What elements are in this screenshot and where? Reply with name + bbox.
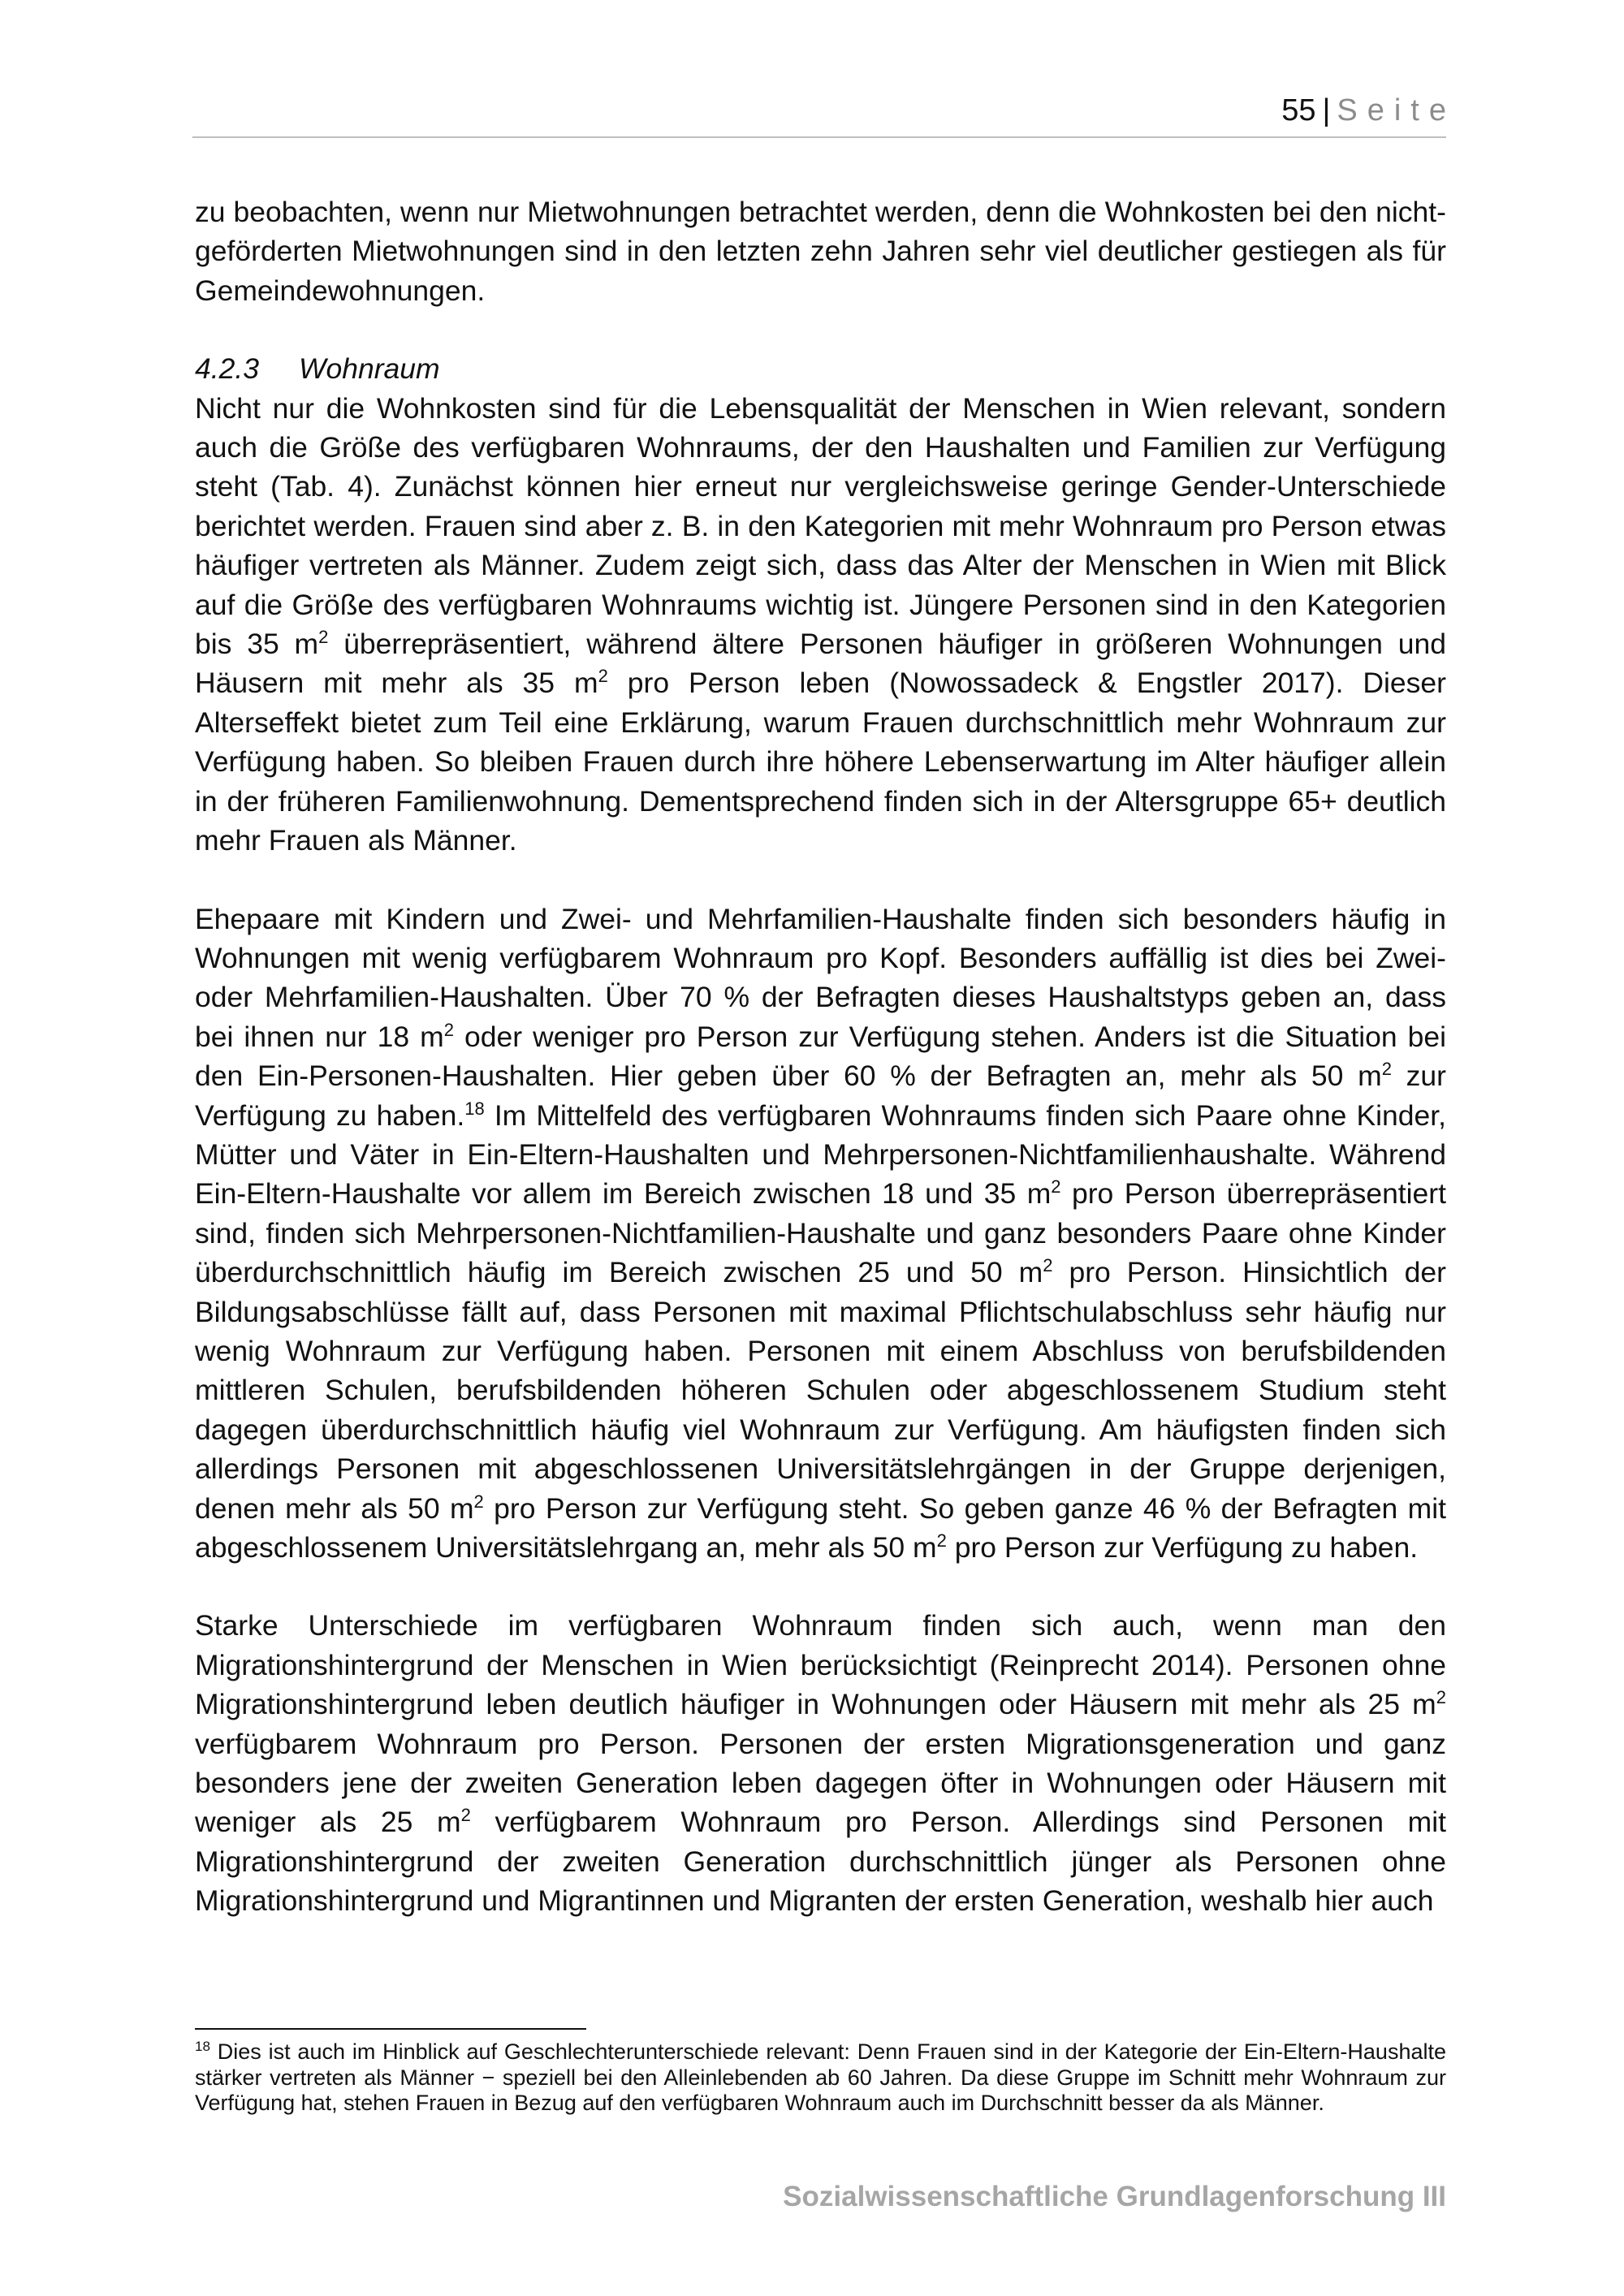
body-text <box>195 192 1446 1921</box>
superscript: 2 <box>443 1019 454 1040</box>
superscript: 2 <box>1043 1255 1053 1276</box>
superscript: 2 <box>1051 1176 1061 1198</box>
superscript: 2 <box>598 666 608 687</box>
section-number: 4.2.3 <box>195 352 259 386</box>
section-heading <box>195 349 1446 388</box>
page-label: Seite <box>1337 93 1456 127</box>
text-run: Im Mittelfeld des verfügbaren Wohnraums finden sich Paare ohne Kinder, Mütter und Väter in Ein-Eltern-Haushalten und Mehrpersonen-Nichtfamilienhaushalte. Während Ein-Eltern-Haushalte vor allem im Bereich zwischen 18 und 35 m <box>195 1098 1446 1211</box>
superscript: 2 <box>1381 1059 1392 1080</box>
superscript: 2 <box>936 1530 947 1552</box>
footnote-divider <box>195 2028 586 2030</box>
text-run: verfügbarem Wohnraum pro Person. Allerdings sind Personen mit Migrationshintergrund der zweiten Generation durchschnittlich jünger als Personen ohne Migrationshintergrund und Migrantinnen und Migranten der ersten Generation, weshalb hier auch <box>195 1806 1446 1918</box>
page-number: 55 <box>1281 93 1316 127</box>
paragraph-migration <box>195 1606 1446 1920</box>
footnote-reference[interactable]: 18 <box>464 1098 485 1119</box>
text-run: pro Person zur Verfügung zu haben. <box>946 1531 1419 1564</box>
superscript: 2 <box>460 1805 471 1826</box>
footnote-text: Dies ist auch im Hinblick auf Geschlechterunterschiede relevant: Denn Frauen sind in der Kategorie der Ein-Eltern-Haushalte stärker vertreten als Männer − speziell bei den Alleinlebenden ab 60 Jahren. Da diese Gruppe im Schnitt mehr Wohnraum zur Verfügung hat, stehen Frauen in Bezug auf den verfügbaren Wohnraum auch im Durchschnitt besser da als Männer. <box>195 2039 1446 2115</box>
text-run: pro Person. Hinsichtlich der Bildungsabschlüsse fällt auf, dass Personen mit maximal Pflichtschulabschluss sehr häufig nur wenig Wohnraum zur Verfügung haben. Personen mit einem Abschluss von berufsbildenden mittleren Schulen, berufsbildenden höheren Schulen oder abgeschlossenem Studium steht dagegen überdurchschnittlich häufig viel Wohnraum zur Verfügung. Am häufigsten finden sich allerdings Personen mit abgeschlossenen Universitätslehrgängen in der Gruppe derjenigen, denen mehr als 50 m <box>195 1256 1446 1525</box>
text-run: Nicht nur die Wohnkosten sind für die Lebensqualität der Menschen in Wien relevant, sondern auch die Größe des verfügbaren Wohnraums, der den Haushalten und Familien zur Verfügung steht (Tab. 4). Zunächst können hier erneut nur vergleichsweise geringe Gender-Unterschiede berichtet werden. Frauen sind aber z. B. in den Kategorien mit mehr Wohnraum pro Person etwas häufiger vertreten als Männer. Zudem zeigt sich, dass das Alter der Menschen in Wien mit Blick auf die Größe des verfügbaren Wohnraums wichtig ist. Jüngere Personen sind in den Kategorien bis 35 m <box>195 391 1446 661</box>
text-run: pro Person überrepräsentiert sind, finden sich Mehrpersonen-Nichtfamilien-Haushalte und ganz besonders Paare ohne Kinder überdurchschnittlich häufig im Bereich zwischen 25 und 50 m <box>195 1177 1446 1289</box>
superscript: 2 <box>1436 1687 1446 1708</box>
text-run: zur Verfügung zu haben. <box>195 1060 1446 1132</box>
text-run: verfügbarem Wohnraum pro Person. Personen der ersten Migrationsgeneration und ganz besonders jene der zweiten Generation leben dagegen öfter in Wohnungen oder Häusern mit weniger als 25 m <box>195 1727 1446 1839</box>
page-footer: Sozialwissenschaftliche Grundlagenforschung III <box>783 2181 1446 2212</box>
section-title: Wohnraum <box>299 352 440 386</box>
superscript: 2 <box>473 1491 484 1512</box>
text-run: pro Person leben (Nowossadeck & Engstler 2017). Dieser Alterseffekt bietet zum Teil eine Erklärung, warum Frauen durchschnittlich mehr Wohnraum zur Verfügung haben. So bleiben Frauen durch ihre höhere Lebenserwartung im Alter häufiger allein in der früheren Familienwohnung. Dementsprechend finden sich in der Altersgruppe 65+ deutlich mehr Frauen als Männer. <box>195 667 1446 857</box>
header-separator: | <box>1322 93 1331 127</box>
text-run: pro Person zur Verfügung steht. So geben ganze 46 % der Befragten mit abgeschlossenem Universitätslehrgang an, mehr als 50 m <box>195 1491 1446 1564</box>
text-run: Ehepaare mit Kindern und Zwei- und Mehrfamilien-Haushalte finden sich besonders häufig in Wohnungen mit wenig verfügbarem Wohnraum pro Kopf. Besonders auffällig ist dies bei Zwei- oder Mehrfamilien-Haushalten. Über 70 % der Befragten dieses Haushaltstyps geben an, dass bei ihnen nur 18 m <box>195 902 1446 1053</box>
text-run: überrepräsentiert, während ältere Personen häufiger in größeren Wohnungen und Häusern mit mehr als 35 m <box>195 628 1446 700</box>
paragraph-wohnraum <box>195 389 1446 861</box>
text-run: Starke Unterschiede im verfügbaren Wohnraum finden sich auch, wenn man den Migrationshintergrund der Menschen in Wien berücksichtigt (Reinprecht 2014). Personen ohne Migrationshintergrund leben deutlich häufiger in Wohnungen oder Häusern mit mehr als 25 m <box>195 1609 1446 1721</box>
paragraph-continuation: zu beobachten, wenn nur Mietwohnungen betrachtet werden, denn die Wohnkosten bei den nicht-geförderten Mietwohnungen sind in den letzten zehn Jahren sehr viel deutlicher gestiegen als für Gemeindewohnungen. <box>195 196 1446 307</box>
text-run: oder weniger pro Person zur Verfügung stehen. Anders ist die Situation bei den Ein-Personen-Haushalten. Hier geben über 60 % der Befragten an, mehr als 50 m <box>195 1020 1446 1093</box>
superscript: 2 <box>318 627 329 648</box>
footnote-number: 18 <box>195 2039 210 2054</box>
paragraph-haushalte <box>195 900 1446 1568</box>
page-header <box>192 88 1456 138</box>
footnote <box>195 2039 1446 2117</box>
